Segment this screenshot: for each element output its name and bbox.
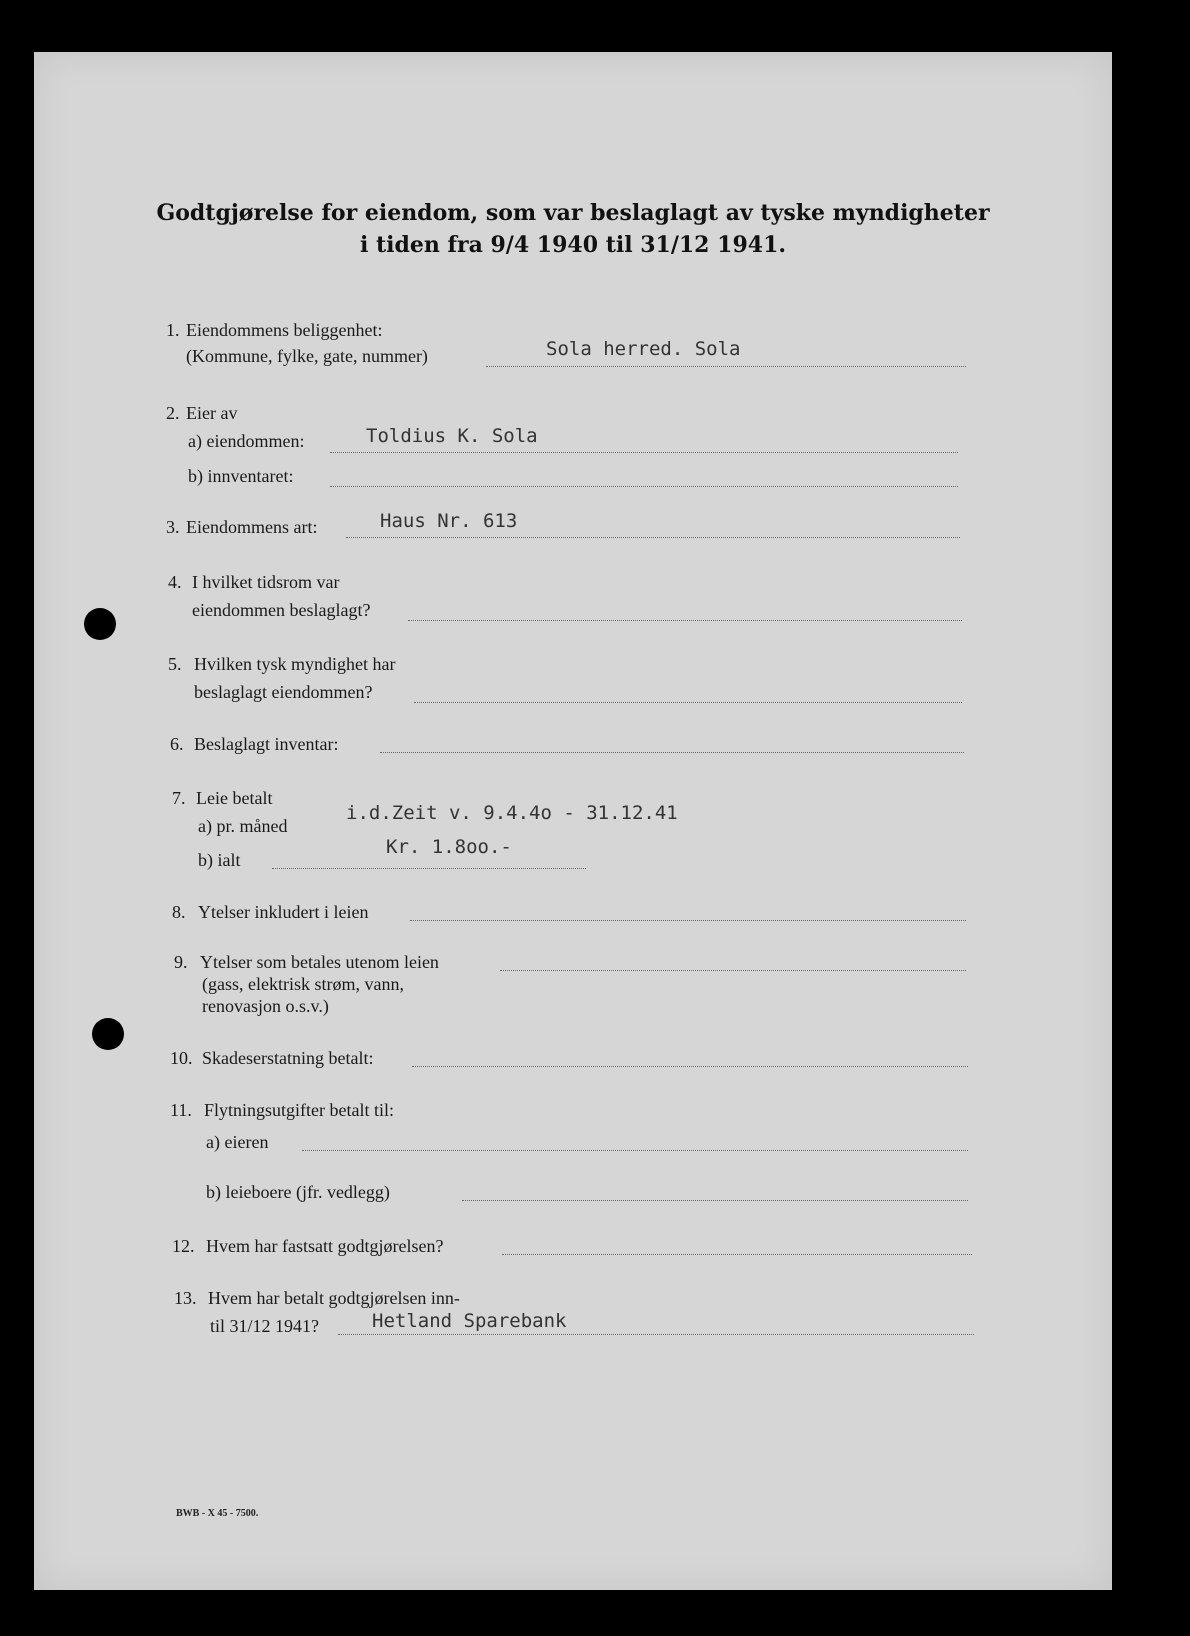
q4-answer-line [408,620,962,621]
q5-answer-line [414,702,962,703]
q13-answer-line [338,1334,974,1335]
q1-label: Eiendommens beliggenhet: [186,320,383,340]
q1-answer: Sola herred. Sola [546,338,741,360]
q10-number: 10. [170,1048,193,1068]
q9-label: Ytelser som betales utenom leien [200,952,439,972]
q7a-answer: i.d.Zeit v. 9.4.4o - 31.12.41 [346,802,678,824]
q3-label: Eiendommens art: [186,517,318,537]
q4-sublabel: eiendommen beslaglagt? [192,600,371,620]
q1-number: 1. [166,320,180,340]
q5-label: Hvilken tysk myndighet har [194,654,396,674]
q8-number: 8. [172,902,186,922]
q7a-label: a) pr. måned [198,816,288,836]
print-code: BWB - X 45 - 7500. [176,1508,259,1519]
q2-number: 2. [166,403,180,423]
q11a-answer-line [302,1150,968,1151]
q2b-label: b) innventaret: [188,466,294,486]
q4-number: 4. [168,572,182,592]
q12-number: 12. [172,1236,195,1256]
q10-label: Skadeserstatning betalt: [202,1048,374,1068]
q13-sublabel: til 31/12 1941? [210,1316,319,1336]
q7b-answer-line [272,868,586,869]
q1-answer-line [486,366,966,367]
q9-sublabel-2: renovasjon o.s.v.) [202,996,329,1016]
form-page [34,52,1112,1590]
q13-number: 13. [174,1288,197,1308]
q13-label: Hvem har betalt godtgjørelsen inn- [208,1288,460,1308]
q5-number: 5. [168,654,182,674]
form-title-line1: Godtgjørelse for eiendom, som var beslaglagt av tyske myndigheter [156,200,990,226]
q9-sublabel: (gass, elektrisk strøm, vann, [202,974,404,994]
q9-number: 9. [174,952,188,972]
q11b-label: b) leieboere (jfr. vedlegg) [206,1182,390,1202]
q6-number: 6. [170,734,184,754]
q11-label: Flytningsutgifter betalt til: [204,1100,394,1120]
q8-label: Ytelser inkludert i leien [198,902,369,922]
q4-label: I hvilket tidsrom var [192,572,340,592]
q2a-answer-line [330,452,958,453]
q1-sublabel: (Kommune, fylke, gate, nummer) [186,346,428,366]
form-title-line2: i tiden fra 9/4 1940 til 31/12 1941. [359,232,787,258]
q7b-answer: Kr. 1.8oo.- [386,836,512,858]
binder-hole-icon [92,1018,124,1050]
q2a-label: a) eiendommen: [188,431,305,451]
q7-label: Leie betalt [196,788,273,808]
q6-label: Beslaglagt inventar: [194,734,339,754]
q9-answer-line [500,970,966,971]
q7b-label: b) ialt [198,850,241,870]
q12-answer-line [502,1254,972,1255]
q11a-label: a) eieren [206,1132,269,1152]
q7-number: 7. [172,788,186,808]
q2-label: Eier av [186,403,238,423]
q3-answer-line [346,537,960,538]
binder-hole-icon [84,608,116,640]
q2b-answer-line [330,486,958,487]
q10-answer-line [412,1066,968,1067]
q11-number: 11. [170,1100,192,1120]
q13-answer: Hetland Sparebank [372,1310,567,1332]
q8-answer-line [410,920,966,921]
q2a-answer: Toldius K. Sola [366,425,538,447]
q11b-answer-line [462,1200,968,1201]
q12-label: Hvem har fastsatt godtgjørelsen? [206,1236,444,1256]
q3-answer: Haus Nr. 613 [380,510,518,532]
q6-answer-line [380,752,964,753]
q3-number: 3. [166,517,180,537]
q5-sublabel: beslaglagt eiendommen? [194,682,373,702]
